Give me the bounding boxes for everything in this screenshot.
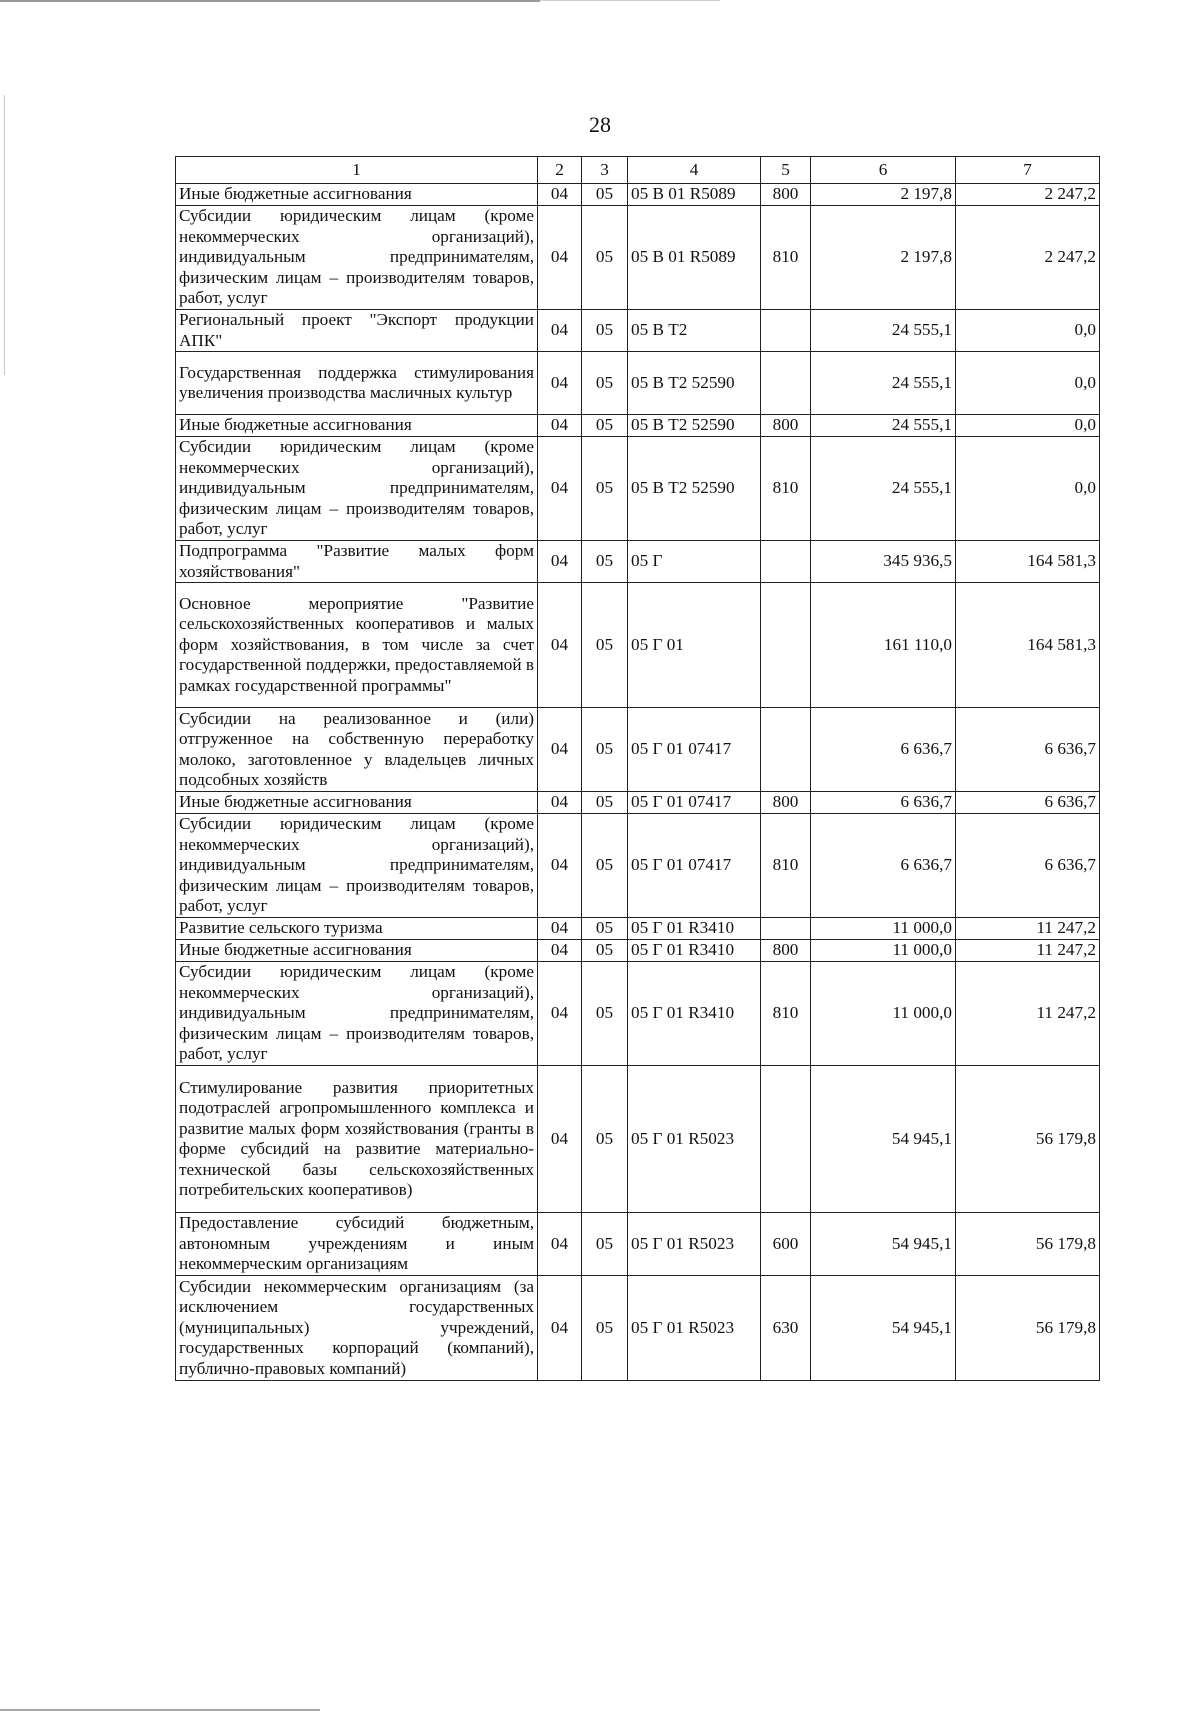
row-amount-2021-cell: 24 555,1 xyxy=(811,415,956,437)
row-section-cell: 04 xyxy=(538,583,582,708)
table-row xyxy=(176,962,1100,1066)
budget-table xyxy=(175,156,1100,1381)
scan-edge-bottom xyxy=(0,1709,320,1711)
row-section-cell: 04 xyxy=(538,814,582,918)
row-subsection-cell: 05 xyxy=(582,184,628,206)
row-amount-2022-cell: 11 247,2 xyxy=(956,940,1100,962)
row-section-cell: 04 xyxy=(538,1066,582,1213)
row-target-code-cell: 05 Г 01 07417 xyxy=(628,814,761,918)
row-amount-2022-cell: 164 581,3 xyxy=(956,583,1100,708)
row-expense-type-cell: 630 xyxy=(761,1276,811,1381)
row-amount-2022-cell: 2 247,2 xyxy=(956,184,1100,206)
row-amount-2021-cell: 11 000,0 xyxy=(811,918,956,940)
row-target-code-cell: 05 Г xyxy=(628,541,761,583)
table-row xyxy=(176,1066,1100,1213)
header-cell-2: 2 xyxy=(538,157,582,184)
row-section-cell: 04 xyxy=(538,940,582,962)
row-amount-2021-cell: 6 636,7 xyxy=(811,814,956,918)
row-section-cell: 04 xyxy=(538,437,582,541)
header-cell-1: 1 xyxy=(176,157,538,184)
row-amount-2022-cell: 2 247,2 xyxy=(956,206,1100,310)
row-section-cell: 04 xyxy=(538,184,582,206)
row-section-cell: 04 xyxy=(538,310,582,352)
header-cell-6: 6 xyxy=(811,157,956,184)
row-amount-2022-cell: 0,0 xyxy=(956,415,1100,437)
row-expense-type-cell: 800 xyxy=(761,415,811,437)
row-expense-type-cell xyxy=(761,708,811,792)
row-name-cell: Субсидии некоммерческим организациям (за исключением государственных (муниципальных) учреждений, государственных корпораций (компаний), публично-правовых компаний) xyxy=(176,1276,538,1381)
row-amount-2021-cell: 24 555,1 xyxy=(811,437,956,541)
row-amount-2022-cell: 11 247,2 xyxy=(956,918,1100,940)
table-row xyxy=(176,352,1100,415)
row-subsection-cell: 05 xyxy=(582,1213,628,1276)
table-row xyxy=(176,310,1100,352)
row-amount-2021-cell: 54 945,1 xyxy=(811,1276,956,1381)
row-name-cell: Субсидии юридическим лицам (кроме некоммерческих организаций), индивидуальным предпринимателям, физическим лицам – производителям товаров, работ, услуг xyxy=(176,962,538,1066)
row-expense-type-cell: 800 xyxy=(761,940,811,962)
row-subsection-cell: 05 xyxy=(582,437,628,541)
row-expense-type-cell xyxy=(761,541,811,583)
row-subsection-cell: 05 xyxy=(582,814,628,918)
row-amount-2022-cell: 56 179,8 xyxy=(956,1066,1100,1213)
row-expense-type-cell xyxy=(761,352,811,415)
row-section-cell: 04 xyxy=(538,708,582,792)
row-target-code-cell: 05 Г 01 07417 xyxy=(628,792,761,814)
row-target-code-cell: 05 В Т2 52590 xyxy=(628,437,761,541)
row-amount-2022-cell: 0,0 xyxy=(956,352,1100,415)
row-expense-type-cell: 810 xyxy=(761,962,811,1066)
row-amount-2021-cell: 24 555,1 xyxy=(811,310,956,352)
row-section-cell: 04 xyxy=(538,415,582,437)
row-subsection-cell: 05 xyxy=(582,541,628,583)
row-expense-type-cell xyxy=(761,1066,811,1213)
row-amount-2022-cell: 56 179,8 xyxy=(956,1213,1100,1276)
row-name-cell: Субсидии юридическим лицам (кроме некоммерческих организаций), индивидуальным предпринимателям, физическим лицам – производителям товаров, работ, услуг xyxy=(176,206,538,310)
row-subsection-cell: 05 xyxy=(582,1066,628,1213)
row-name-cell: Подпрограмма "Развитие малых форм хозяйствования" xyxy=(176,541,538,583)
row-expense-type-cell: 800 xyxy=(761,184,811,206)
header-cell-5: 5 xyxy=(761,157,811,184)
row-amount-2021-cell: 54 945,1 xyxy=(811,1213,956,1276)
row-subsection-cell: 05 xyxy=(582,583,628,708)
row-amount-2022-cell: 6 636,7 xyxy=(956,708,1100,792)
table-header-row xyxy=(176,157,1100,184)
row-target-code-cell: 05 Г 01 R3410 xyxy=(628,962,761,1066)
row-amount-2022-cell: 6 636,7 xyxy=(956,792,1100,814)
row-target-code-cell: 05 Г 01 xyxy=(628,583,761,708)
row-expense-type-cell: 810 xyxy=(761,437,811,541)
row-target-code-cell: 05 Г 01 07417 xyxy=(628,708,761,792)
row-target-code-cell: 05 Г 01 R3410 xyxy=(628,918,761,940)
row-section-cell: 04 xyxy=(538,206,582,310)
table-row xyxy=(176,792,1100,814)
row-target-code-cell: 05 В Т2 xyxy=(628,310,761,352)
row-section-cell: 04 xyxy=(538,962,582,1066)
row-name-cell: Региональный проект "Экспорт продукции АПК" xyxy=(176,310,538,352)
row-target-code-cell: 05 В Т2 52590 xyxy=(628,352,761,415)
row-name-cell: Иные бюджетные ассигнования xyxy=(176,940,538,962)
row-amount-2022-cell: 11 247,2 xyxy=(956,962,1100,1066)
table-row xyxy=(176,940,1100,962)
table-row xyxy=(176,708,1100,792)
row-amount-2022-cell: 6 636,7 xyxy=(956,814,1100,918)
row-amount-2021-cell: 11 000,0 xyxy=(811,962,956,1066)
row-name-cell: Стимулирование развития приоритетных подотраслей агропромышленного комплекса и развитие малых форм хозяйствования (гранты в форме субсидий на развитие материально-технической базы сельскохозяйственных потребительских кооперативов) xyxy=(176,1066,538,1213)
row-name-cell: Иные бюджетные ассигнования xyxy=(176,184,538,206)
row-amount-2022-cell: 164 581,3 xyxy=(956,541,1100,583)
row-subsection-cell: 05 xyxy=(582,940,628,962)
header-cell-7: 7 xyxy=(956,157,1100,184)
row-amount-2021-cell: 54 945,1 xyxy=(811,1066,956,1213)
row-amount-2021-cell: 24 555,1 xyxy=(811,352,956,415)
row-section-cell: 04 xyxy=(538,918,582,940)
row-subsection-cell: 05 xyxy=(582,918,628,940)
row-amount-2021-cell: 345 936,5 xyxy=(811,541,956,583)
row-target-code-cell: 05 Г 01 R5023 xyxy=(628,1066,761,1213)
row-amount-2022-cell: 56 179,8 xyxy=(956,1276,1100,1381)
table-row xyxy=(176,437,1100,541)
row-target-code-cell: 05 В 01 R5089 xyxy=(628,206,761,310)
row-name-cell: Государственная поддержка стимулирования увеличения производства масличных культур xyxy=(176,352,538,415)
row-name-cell: Субсидии на реализованное и (или) отгруженное на собственную переработку молоко, заготовленное у владельцев личных подсобных хозяйств xyxy=(176,708,538,792)
scan-edge-top xyxy=(0,0,540,2)
table-row xyxy=(176,184,1100,206)
row-section-cell: 04 xyxy=(538,792,582,814)
row-expense-type-cell: 810 xyxy=(761,206,811,310)
row-target-code-cell: 05 Г 01 R5023 xyxy=(628,1276,761,1381)
table-row xyxy=(176,1213,1100,1276)
table-row xyxy=(176,415,1100,437)
row-expense-type-cell xyxy=(761,310,811,352)
row-subsection-cell: 05 xyxy=(582,415,628,437)
table-row xyxy=(176,583,1100,708)
row-section-cell: 04 xyxy=(538,352,582,415)
row-subsection-cell: 05 xyxy=(582,1276,628,1381)
row-subsection-cell: 05 xyxy=(582,206,628,310)
header-cell-3: 3 xyxy=(582,157,628,184)
row-name-cell: Иные бюджетные ассигнования xyxy=(176,415,538,437)
page-number: 28 xyxy=(589,112,611,137)
row-amount-2021-cell: 6 636,7 xyxy=(811,708,956,792)
row-name-cell: Предоставление субсидий бюджетным, автономным учреждениям и иным некоммерческим организациям xyxy=(176,1213,538,1276)
table-row xyxy=(176,918,1100,940)
row-amount-2022-cell: 0,0 xyxy=(956,310,1100,352)
row-target-code-cell: 05 Г 01 R3410 xyxy=(628,940,761,962)
row-subsection-cell: 05 xyxy=(582,792,628,814)
row-target-code-cell: 05 В Т2 52590 xyxy=(628,415,761,437)
row-name-cell: Субсидии юридическим лицам (кроме некоммерческих организаций), индивидуальным предпринимателям, физическим лицам – производителям товаров, работ, услуг xyxy=(176,814,538,918)
header-cell-4: 4 xyxy=(628,157,761,184)
row-section-cell: 04 xyxy=(538,1276,582,1381)
row-subsection-cell: 05 xyxy=(582,352,628,415)
row-amount-2021-cell: 2 197,8 xyxy=(811,206,956,310)
row-subsection-cell: 05 xyxy=(582,962,628,1066)
row-name-cell: Развитие сельского туризма xyxy=(176,918,538,940)
row-section-cell: 04 xyxy=(538,1213,582,1276)
row-amount-2021-cell: 2 197,8 xyxy=(811,184,956,206)
row-amount-2021-cell: 161 110,0 xyxy=(811,583,956,708)
row-subsection-cell: 05 xyxy=(582,708,628,792)
row-name-cell: Субсидии юридическим лицам (кроме некоммерческих организаций), индивидуальным предпринимателям, физическим лицам – производителям товаров, работ, услуг xyxy=(176,437,538,541)
row-amount-2021-cell: 11 000,0 xyxy=(811,940,956,962)
row-expense-type-cell: 810 xyxy=(761,814,811,918)
row-expense-type-cell xyxy=(761,918,811,940)
row-target-code-cell: 05 Г 01 R5023 xyxy=(628,1213,761,1276)
row-subsection-cell: 05 xyxy=(582,310,628,352)
row-name-cell: Основное мероприятие "Развитие сельскохозяйственных кооперативов и малых форм хозяйствования, в том числе за счет государственной поддержки, предоставляемой в рамках государственной программы" xyxy=(176,583,538,708)
row-name-cell: Иные бюджетные ассигнования xyxy=(176,792,538,814)
row-section-cell: 04 xyxy=(538,541,582,583)
row-target-code-cell: 05 В 01 R5089 xyxy=(628,184,761,206)
row-expense-type-cell xyxy=(761,583,811,708)
scan-edge-top-faint xyxy=(540,0,720,1)
row-amount-2021-cell: 6 636,7 xyxy=(811,792,956,814)
row-expense-type-cell: 800 xyxy=(761,792,811,814)
table-row xyxy=(176,814,1100,918)
row-amount-2022-cell: 0,0 xyxy=(956,437,1100,541)
row-expense-type-cell: 600 xyxy=(761,1213,811,1276)
table-row xyxy=(176,206,1100,310)
table-row xyxy=(176,1276,1100,1381)
table-row xyxy=(176,541,1100,583)
